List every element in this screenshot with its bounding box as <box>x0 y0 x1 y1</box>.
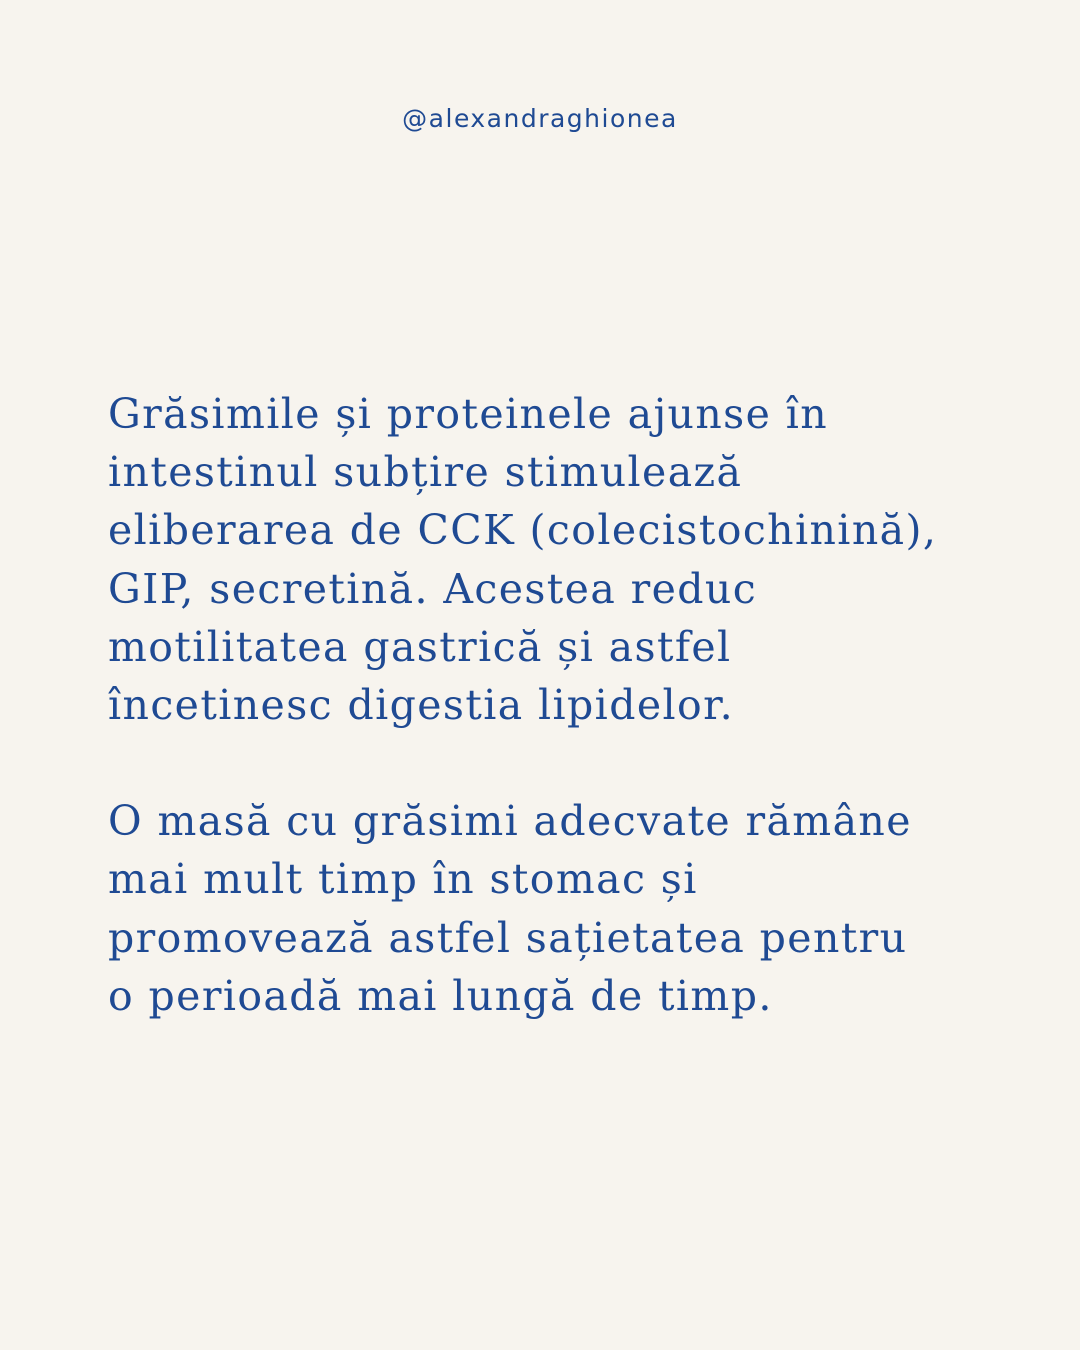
text-line: mai mult timp în stomac și <box>108 855 698 904</box>
text-line: Grăsimile și proteinele ajunse în <box>108 390 829 438</box>
text-line: motilitatea gastrică și astfel <box>108 622 732 671</box>
text-line: GIP, secretină. Acestea reduc <box>108 564 758 613</box>
text-line: promovează astfel sațietatea pentru <box>108 913 908 962</box>
text-line: O masă cu grăsimi adecvate rămâne <box>108 797 912 846</box>
text-line: eliberarea de CCK (colecistochinină), <box>108 506 938 555</box>
body-text <box>108 385 988 1025</box>
text-line: o perioadă mai lungă de timp. <box>108 971 773 1020</box>
paragraph-1 <box>108 385 988 734</box>
text-line: intestinul subțire stimulează <box>108 448 743 497</box>
text-line: încetinesc digestia lipidelor. <box>108 681 735 730</box>
author-handle: @alexandraghionea <box>402 104 678 133</box>
paragraph-2 <box>108 792 988 1025</box>
